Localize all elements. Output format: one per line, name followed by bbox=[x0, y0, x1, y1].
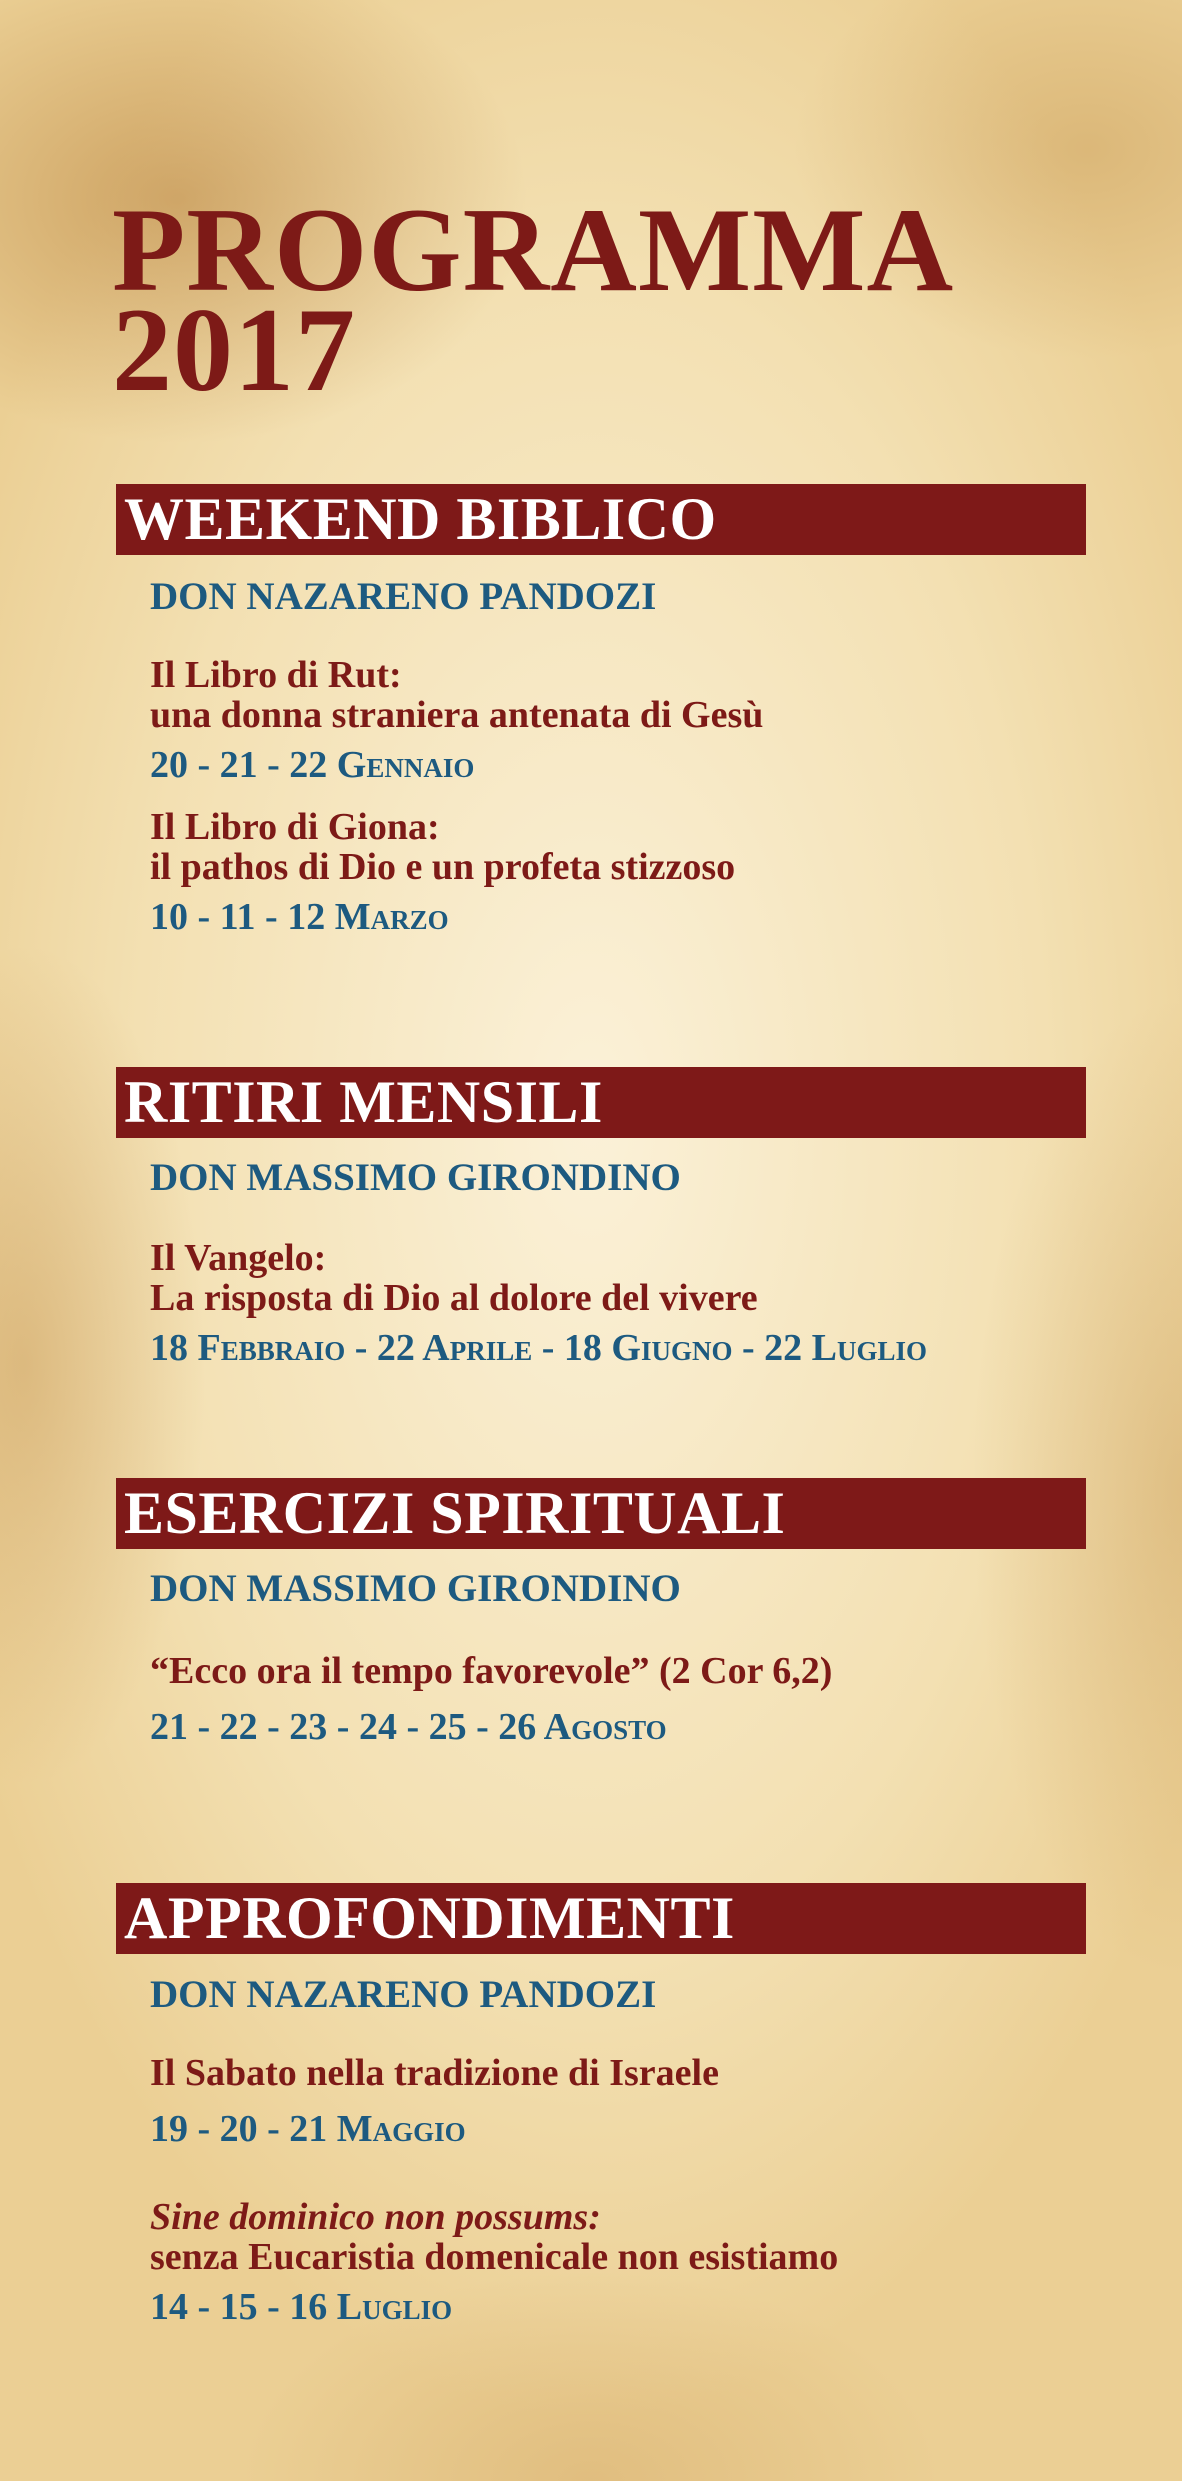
section-ritiri-mensili bbox=[150, 1156, 1160, 1370]
section-heading-approfondimenti: APPROFONDIMENTI bbox=[116, 1883, 1086, 1954]
event-dates: 18 Febbraio - 22 Aprile - 18 Giugno - 22 Luglio bbox=[150, 1327, 927, 1369]
section-heading-weekend-biblico: WEEKEND BIBLICO bbox=[116, 484, 1086, 555]
event-topic bbox=[150, 2053, 1160, 2093]
title-line-2: 2017 bbox=[112, 283, 356, 416]
title-line-1: PROGRAMMA bbox=[112, 183, 955, 316]
event-topic-line: il pathos di Dio e un profeta stizzoso bbox=[150, 846, 736, 888]
event-topic-line: Il Libro di Giona: bbox=[150, 806, 440, 848]
latin-quote: Sine dominico non possums: bbox=[150, 2196, 601, 2238]
event-dates: 10 - 11 - 12 Marzo bbox=[150, 896, 449, 938]
event-topic-line: Il Vangelo: bbox=[150, 1237, 327, 1279]
event-topic bbox=[150, 1238, 1160, 1318]
event-dates: 19 - 20 - 21 Maggio bbox=[150, 2108, 466, 2150]
event-dates: 14 - 15 - 16 Luglio bbox=[150, 2286, 453, 2328]
section-approfondimenti bbox=[150, 1973, 1160, 2329]
page-title bbox=[112, 183, 955, 416]
event-topic-line: La risposta di Dio al dolore del vivere bbox=[150, 1277, 758, 1319]
event-topic bbox=[150, 1651, 1160, 1691]
section-esercizi-spirituali bbox=[150, 1567, 1160, 1749]
section-heading-esercizi-spirituali: ESERCIZI SPIRITUALI bbox=[116, 1478, 1086, 1549]
event-topic-line: senza Eucaristia domenicale non esistiamo bbox=[150, 2236, 839, 2278]
speaker-name: DON MASSIMO GIRONDINO bbox=[150, 1567, 681, 1610]
event-topic bbox=[150, 807, 1160, 887]
speaker-name: DON NAZARENO PANDOZI bbox=[150, 575, 657, 618]
event-topic-line: una donna straniera antenata di Gesù bbox=[150, 694, 764, 736]
section-weekend-biblico bbox=[150, 575, 1160, 939]
event-topic bbox=[150, 2197, 1160, 2277]
speaker-name: DON MASSIMO GIRONDINO bbox=[150, 1156, 681, 1199]
event-topic-line: Il Sabato nella tradizione di Israele bbox=[150, 2052, 719, 2094]
section-heading-ritiri-mensili: RITIRI MENSILI bbox=[116, 1067, 1086, 1138]
speaker-name: DON NAZARENO PANDOZI bbox=[150, 1973, 657, 2016]
event-dates: 20 - 21 - 22 Gennaio bbox=[150, 744, 475, 786]
event-topic bbox=[150, 655, 1160, 735]
event-dates: 21 - 22 - 23 - 24 - 25 - 26 Agosto bbox=[150, 1706, 667, 1748]
event-topic-line: “Ecco ora il tempo favorevole” (2 Cor 6,2) bbox=[150, 1650, 833, 1692]
event-topic-line bbox=[150, 2197, 1160, 2237]
event-topic-line: Il Libro di Rut: bbox=[150, 654, 402, 696]
